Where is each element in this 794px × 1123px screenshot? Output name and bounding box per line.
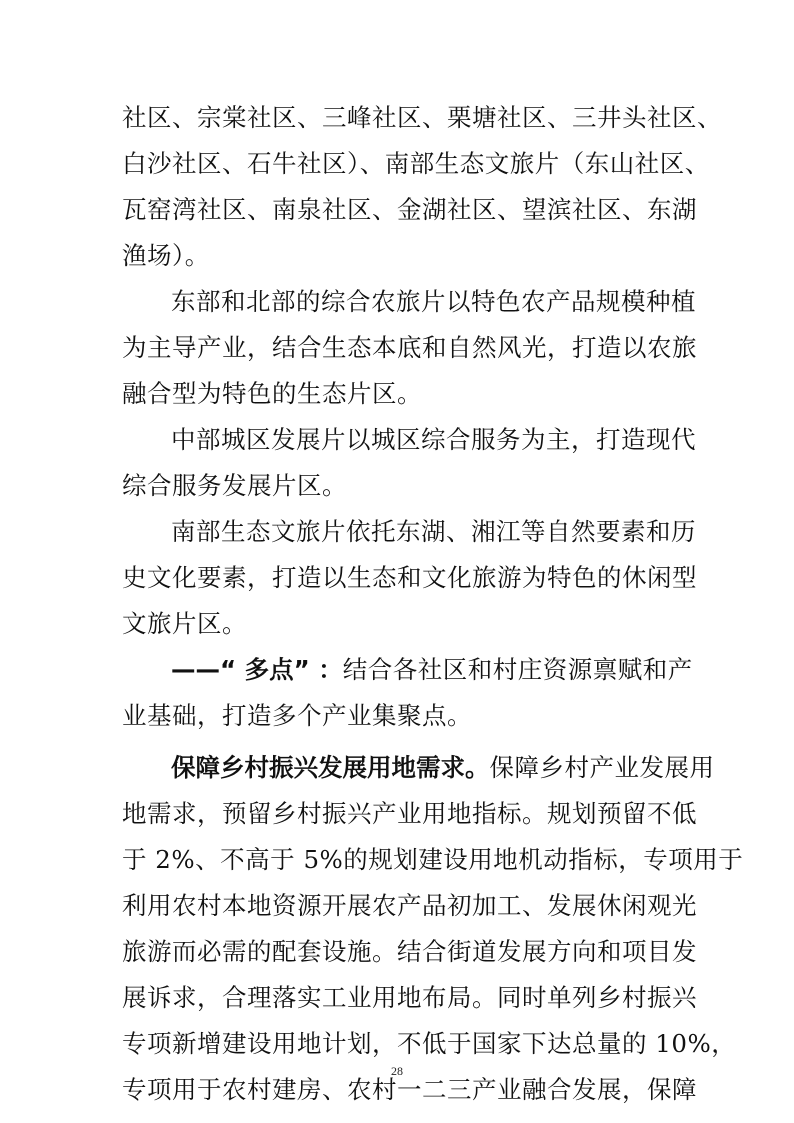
text-line: 文旅片区。 (122, 609, 247, 638)
land-use-text: 保障乡村产业发展用 (489, 753, 715, 782)
text-line: 旅游而必需的配套设施。结合街道发展方向和项目发 (122, 937, 697, 966)
body-text (122, 95, 744, 1113)
paragraph-land-use-start (122, 745, 715, 791)
page-number: 28 (391, 1064, 403, 1078)
multi-point-heading: ——“ 多点” ： (171, 655, 343, 684)
paragraph-south-start: 南部生态文旅片依托东湖、湘江等自然要素和历 (171, 517, 696, 546)
text-line: 瓦窑湾社区、南泉社区、金湖社区、望滨社区、东湖 (122, 195, 697, 224)
text-line: 社区、宗棠社区、三峰社区、栗塘社区、三井头社区、 (122, 103, 722, 132)
text-line: 白沙社区、石牛社区）、南部生态文旅片（东山社区、 (122, 149, 710, 178)
paragraph-east-north-start: 东部和北部的综合农旅片以特色农产品规模种植 (171, 287, 696, 316)
paragraph-central-start: 中部城区发展片以城区综合服务为主，打造现代 (171, 425, 696, 454)
multi-point-text: 结合各社区和村庄资源禀赋和产 (342, 655, 693, 684)
text-line: 为主导产业，结合生态本底和自然风光，打造以农旅 (122, 333, 697, 362)
text-line: 融合型为特色的生态片区。 (122, 379, 422, 408)
text-line: 地需求，预留乡村振兴产业用地指标。规划预留不低 (122, 799, 697, 828)
text-line: 专项新增建设用地计划，不低于国家下达总量的 10%， (122, 1029, 737, 1058)
paragraph-multi-point-start (122, 647, 693, 693)
text-line: 综合服务发展片区。 (122, 471, 347, 500)
text-line: 于 2%、不高于 5%的规划建设用地机动指标，专项用于 (122, 845, 744, 874)
text-line: 渔场）。 (122, 241, 210, 270)
land-use-heading: 保障乡村振兴发展用地需求。 (171, 753, 490, 782)
text-line: 史文化要素，打造以生态和文化旅游为特色的休闲型 (122, 563, 697, 592)
text-line: 展诉求，合理落实工业用地布局。同时单列乡村振兴 (122, 983, 697, 1012)
text-line: 利用农村本地资源开展农产品初加工、发展休闲观光 (122, 891, 697, 920)
text-line: 专项用于农村建房、农村一二三产业融合发展，保障 (122, 1075, 697, 1104)
text-line: 业基础，打造多个产业集聚点。 (122, 701, 472, 730)
